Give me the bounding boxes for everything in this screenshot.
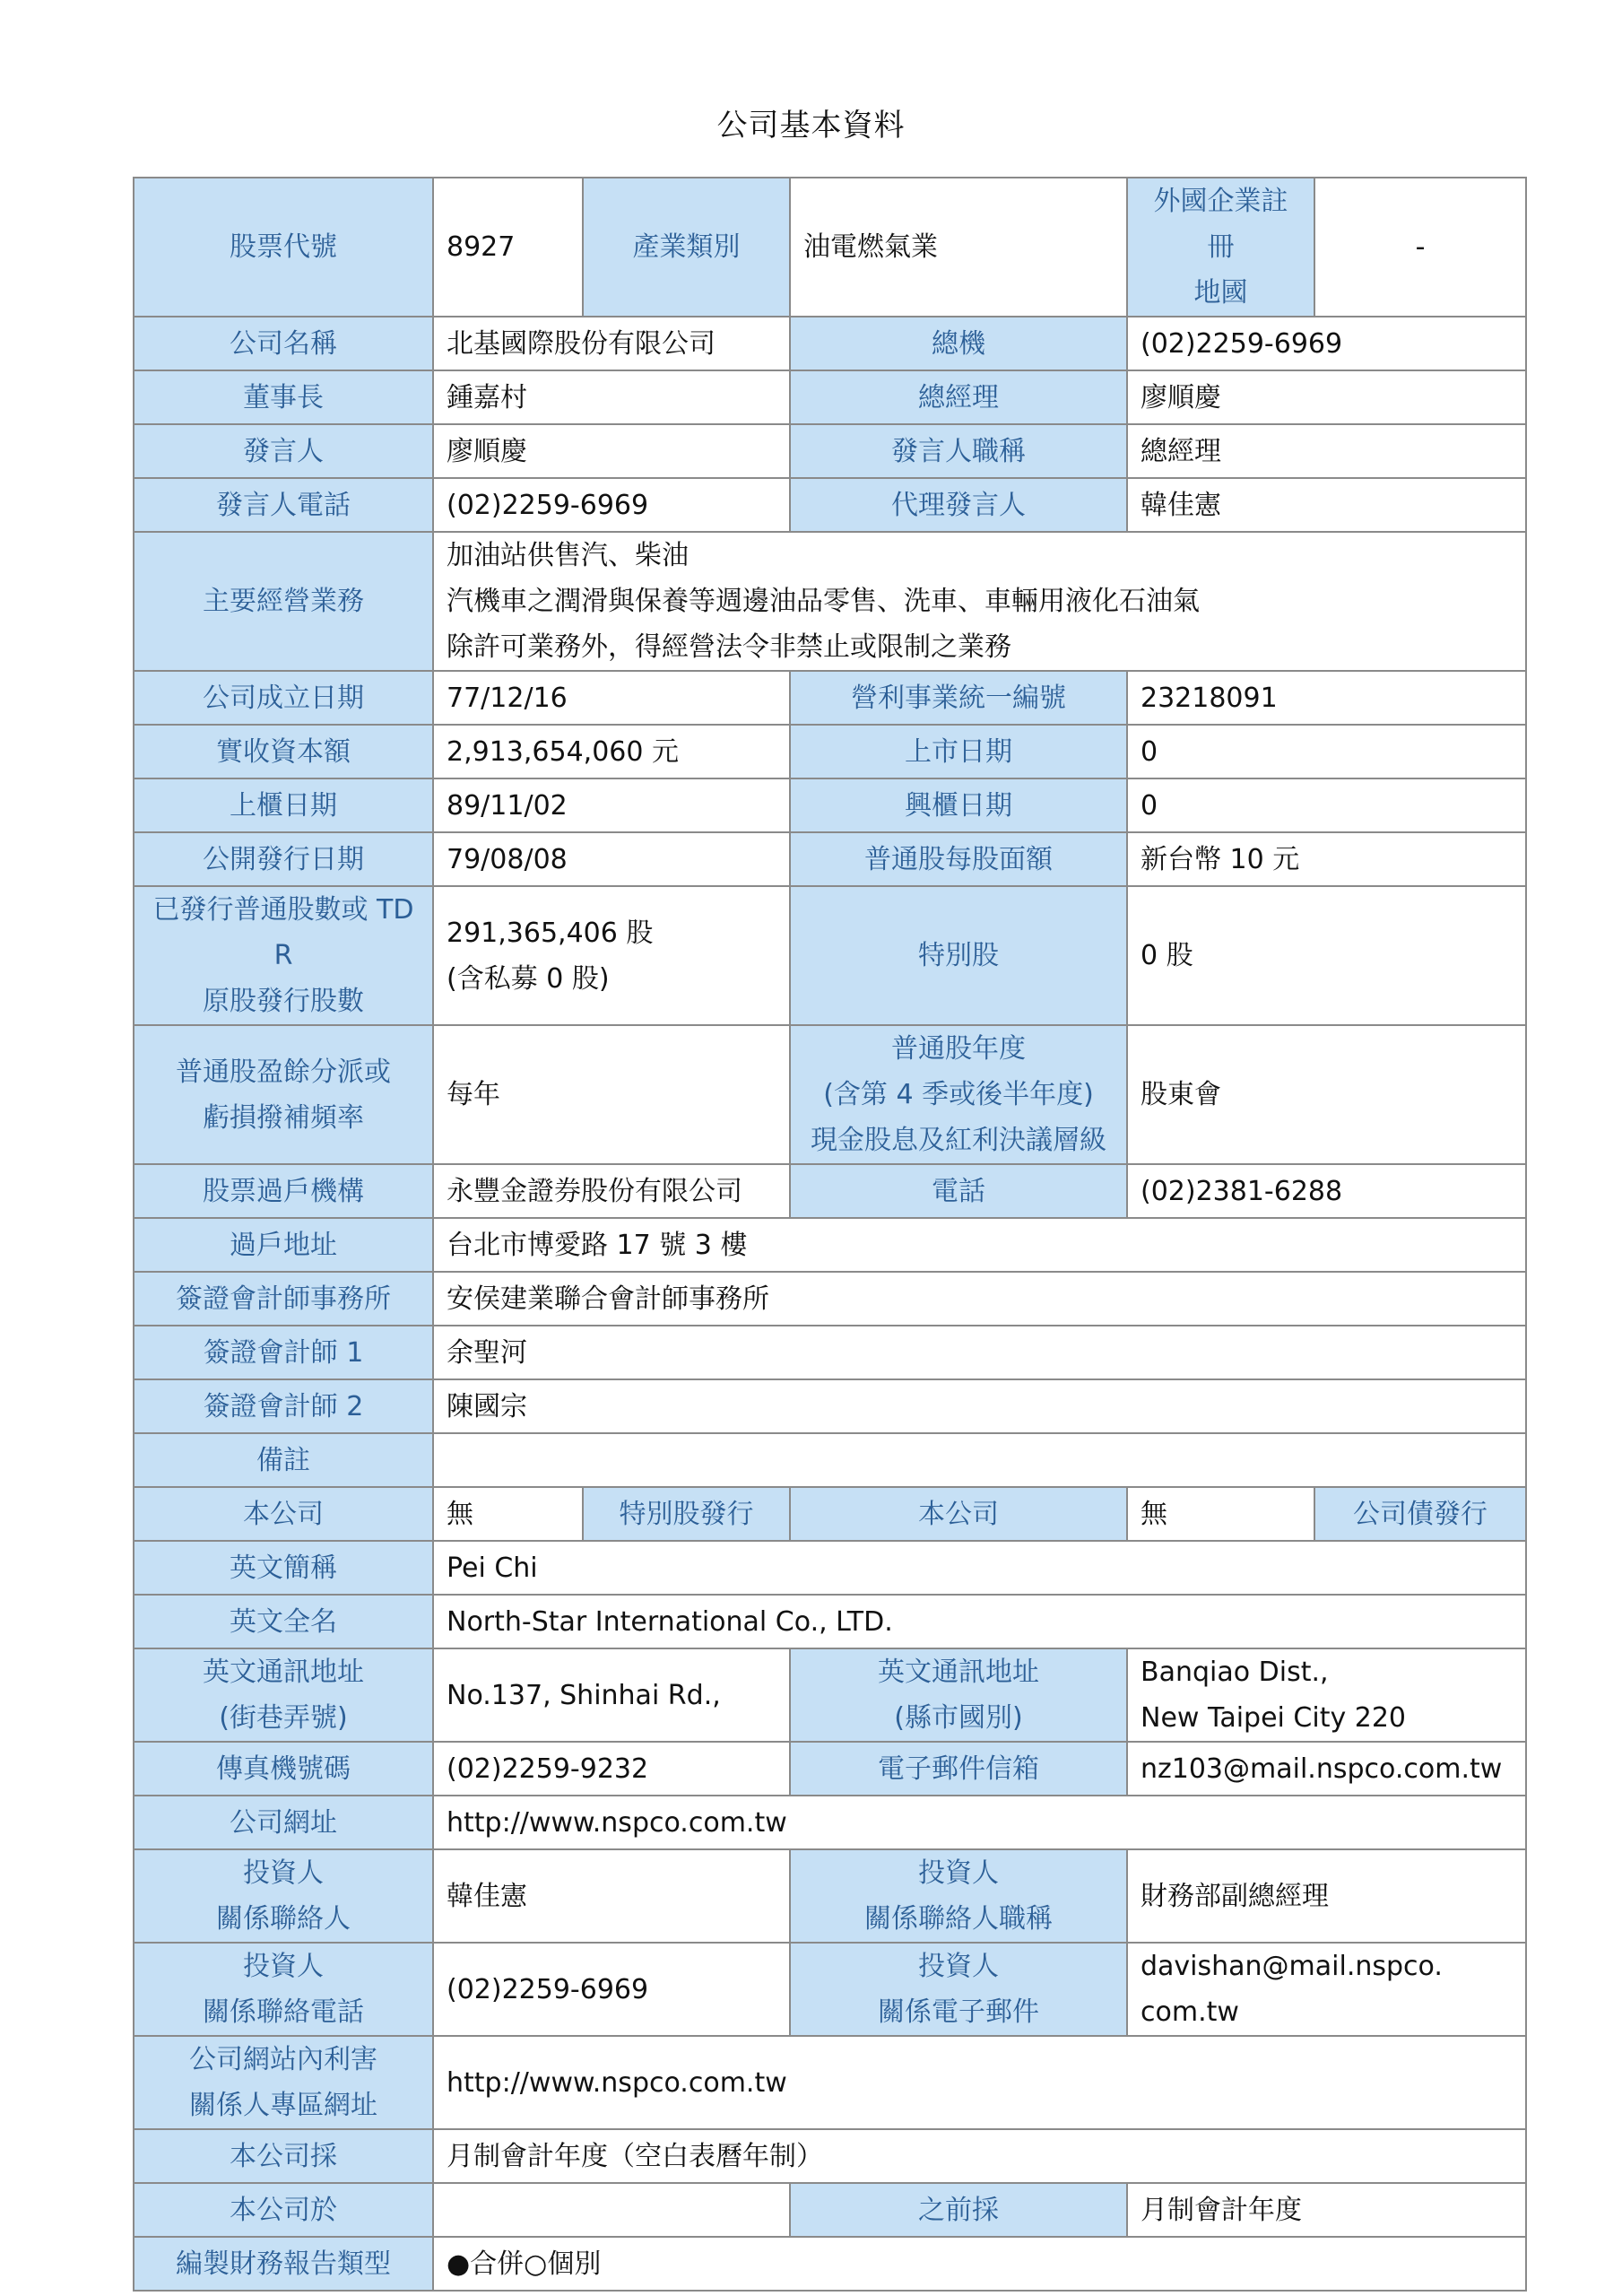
transfer-agent-phone-label: 電話 [790,1164,1127,1218]
table-row [134,478,1526,532]
table-row [134,2237,1526,2291]
fax-label: 傳真機號碼 [134,1742,433,1796]
emerging-date-value: 0 [1127,778,1526,832]
table-row [134,1025,1526,1164]
english-address-city-value: Banqiao Dist., New Taipei City 220 [1127,1648,1526,1742]
founded-date-label: 公司成立日期 [134,671,433,725]
table-row [134,2129,1526,2183]
english-full-name-label: 英文全名 [134,1595,433,1648]
email-label: 電子郵件信箱 [790,1742,1127,1796]
auditor-1-label: 簽證會計師 1 [134,1326,433,1379]
remarks-label: 備註 [134,1433,433,1487]
paid-in-capital-label: 實收資本額 [134,725,433,778]
english-full-name-value: North-Star International Co., LTD. [433,1595,1526,1648]
public-issue-date-label: 公開發行日期 [134,832,433,886]
general-manager-label: 總經理 [790,370,1127,424]
prior-date-value [433,2183,790,2237]
spokesperson-title-value: 總經理 [1127,424,1526,478]
report-type-value: ●合併○個別 [433,2237,1526,2291]
listing-date-value: 0 [1127,725,1526,778]
preferred-issue-label: 特別股發行 [583,1487,790,1541]
table-row [134,832,1526,886]
english-address-city-label: 英文通訊地址 (縣市國別) [790,1648,1127,1742]
auditor-2-value: 陳國宗 [433,1379,1526,1433]
main-business-value: 加油站供售汽、柴油 汽機車之潤滑與保養等週邊油品零售、洗車、車輛用液化石油氣 除許可業務外，得經營法令非禁止或限制之業務 [433,532,1526,671]
dividend-resolution-label: 普通股年度 (含第 4 季或後半年度) 現金股息及紅利決議層級 [790,1025,1127,1164]
founded-date-value: 77/12/16 [433,671,790,725]
table-row [134,1487,1526,1541]
fiscal-year-value: 月制會計年度（空白表曆年制） [433,2129,1526,2183]
ir-email-label: 投資人 關係電子郵件 [790,1943,1127,2036]
listing-date-label: 上市日期 [790,725,1127,778]
table-row [134,671,1526,725]
ir-phone-value: (02)2259-6969 [433,1943,790,2036]
issued-shares-label: 已發行普通股數或 TDR 原股發行股數 [134,886,433,1025]
preferred-shares-label: 特別股 [790,886,1127,1025]
ir-contact-title-value: 財務部副總經理 [1127,1849,1526,1943]
ir-contact-value: 韓佳憲 [433,1849,790,1943]
table-row [134,1272,1526,1326]
audit-firm-value: 安侯建業聯合會計師事務所 [433,1272,1526,1326]
english-short-name-label: 英文簡稱 [134,1541,433,1595]
table-row [134,1796,1526,1849]
prior-adopt-label: 之前採 [790,2183,1127,2237]
report-type-label: 編製財務報告類型 [134,2237,433,2291]
stakeholder-section-url: http://www.nspco.com.tw [433,2036,1526,2129]
table-row [134,1379,1526,1433]
website-label: 公司網址 [134,1796,433,1849]
table-row [134,1742,1526,1796]
preferred-issue-value: 無 [433,1487,583,1541]
table-row [134,778,1526,832]
auditor-2-label: 簽證會計師 2 [134,1379,433,1433]
chairman-label: 董事長 [134,370,433,424]
table-row [134,1648,1526,1742]
table-row [134,1218,1526,1272]
table-row [134,1943,1526,2036]
stock-code-label: 股票代號 [134,178,433,317]
ir-contact-title-label: 投資人 關係聯絡人職稱 [790,1849,1127,1943]
table-row [134,1433,1526,1487]
company-name-label: 公司名稱 [134,317,433,370]
ir-email-value: davishan@mail.nspco. com.tw [1127,1943,1526,2036]
industry-value: 油電燃氣業 [790,178,1127,317]
issued-shares-value: 291,365,406 股 (含私募 0 股) [433,886,790,1025]
transfer-agent-value: 永豐金證券股份有限公司 [433,1164,790,1218]
chairman-value: 鍾嘉村 [433,370,790,424]
company-label-b: 本公司 [790,1487,1127,1541]
company-info-table [133,177,1527,2292]
prior-date-label: 本公司於 [134,2183,433,2237]
main-phone-label: 總機 [790,317,1127,370]
dividend-resolution-value: 股東會 [1127,1025,1526,1164]
spokesperson-title-label: 發言人職稱 [790,424,1127,478]
transfer-address-value: 台北市博愛路 17 號 3 樓 [433,1218,1526,1272]
table-row [134,1541,1526,1595]
spokesperson-phone-label: 發言人電話 [134,478,433,532]
english-address-street-label: 英文通訊地址 (街巷弄號) [134,1648,433,1742]
table-row [134,1849,1526,1943]
table-row [134,370,1526,424]
table-row [134,178,1526,317]
table-row [134,317,1526,370]
deputy-spokesperson-value: 韓佳憲 [1127,478,1526,532]
prior-adopt-value: 月制會計年度 [1127,2183,1526,2237]
foreign-registration-label: 外國企業註冊 地國 [1127,178,1314,317]
fax-value: (02)2259-9232 [433,1742,790,1796]
spokesperson-phone-value: (02)2259-6969 [433,478,790,532]
par-value-label: 普通股每股面額 [790,832,1127,886]
main-business-label: 主要經營業務 [134,532,433,671]
transfer-agent-phone-value: (02)2381-6288 [1127,1164,1526,1218]
remarks-value [433,1433,1526,1487]
ir-contact-label: 投資人 關係聯絡人 [134,1849,433,1943]
main-phone-value: (02)2259-6969 [1127,317,1526,370]
bond-issue-value: 無 [1127,1487,1314,1541]
company-label-a: 本公司 [134,1487,433,1541]
foreign-registration-value: - [1314,178,1526,317]
website-value: http://www.nspco.com.tw [433,1796,1526,1849]
public-issue-date-value: 79/08/08 [433,832,790,886]
stock-code-value: 8927 [433,178,583,317]
company-name-value: 北基國際股份有限公司 [433,317,790,370]
email-value: nz103@mail.nspco.com.tw [1127,1742,1526,1796]
table-row [134,532,1526,671]
dividend-frequency-value: 每年 [433,1025,790,1164]
table-row [134,1326,1526,1379]
spokesperson-label: 發言人 [134,424,433,478]
audit-firm-label: 簽證會計師事務所 [134,1272,433,1326]
page-title: 公司基本資料 [716,108,906,144]
ir-phone-label: 投資人 關係聯絡電話 [134,1943,433,2036]
table-row [134,886,1526,1025]
industry-label: 產業類別 [583,178,790,317]
paid-in-capital-value: 2,913,654,060 元 [433,725,790,778]
transfer-address-label: 過戶地址 [134,1218,433,1272]
deputy-spokesperson-label: 代理發言人 [790,478,1127,532]
english-address-street-value: No.137, Shinhai Rd., [433,1648,790,1742]
general-manager-value: 廖順慶 [1127,370,1526,424]
emerging-date-label: 興櫃日期 [790,778,1127,832]
table-row [134,725,1526,778]
par-value-value: 新台幣 10 元 [1127,832,1526,886]
dividend-frequency-label: 普通股盈餘分派或 虧損撥補頻率 [134,1025,433,1164]
stakeholder-section-label: 公司網站內利害 關係人專區網址 [134,2036,433,2129]
bond-issue-label: 公司債發行 [1314,1487,1526,1541]
english-short-name-value: Pei Chi [433,1541,1526,1595]
otc-date-label: 上櫃日期 [134,778,433,832]
table-row [134,1164,1526,1218]
otc-date-value: 89/11/02 [433,778,790,832]
transfer-agent-label: 股票過戶機構 [134,1164,433,1218]
spokesperson-value: 廖順慶 [433,424,790,478]
tax-id-value: 23218091 [1127,671,1526,725]
table-row [134,2183,1526,2237]
table-row [134,1595,1526,1648]
tax-id-label: 營利事業統一編號 [790,671,1127,725]
table-row [134,2036,1526,2129]
fiscal-year-label: 本公司採 [134,2129,433,2183]
auditor-1-value: 余聖河 [433,1326,1526,1379]
preferred-shares-value: 0 股 [1127,886,1526,1025]
table-row [134,424,1526,478]
